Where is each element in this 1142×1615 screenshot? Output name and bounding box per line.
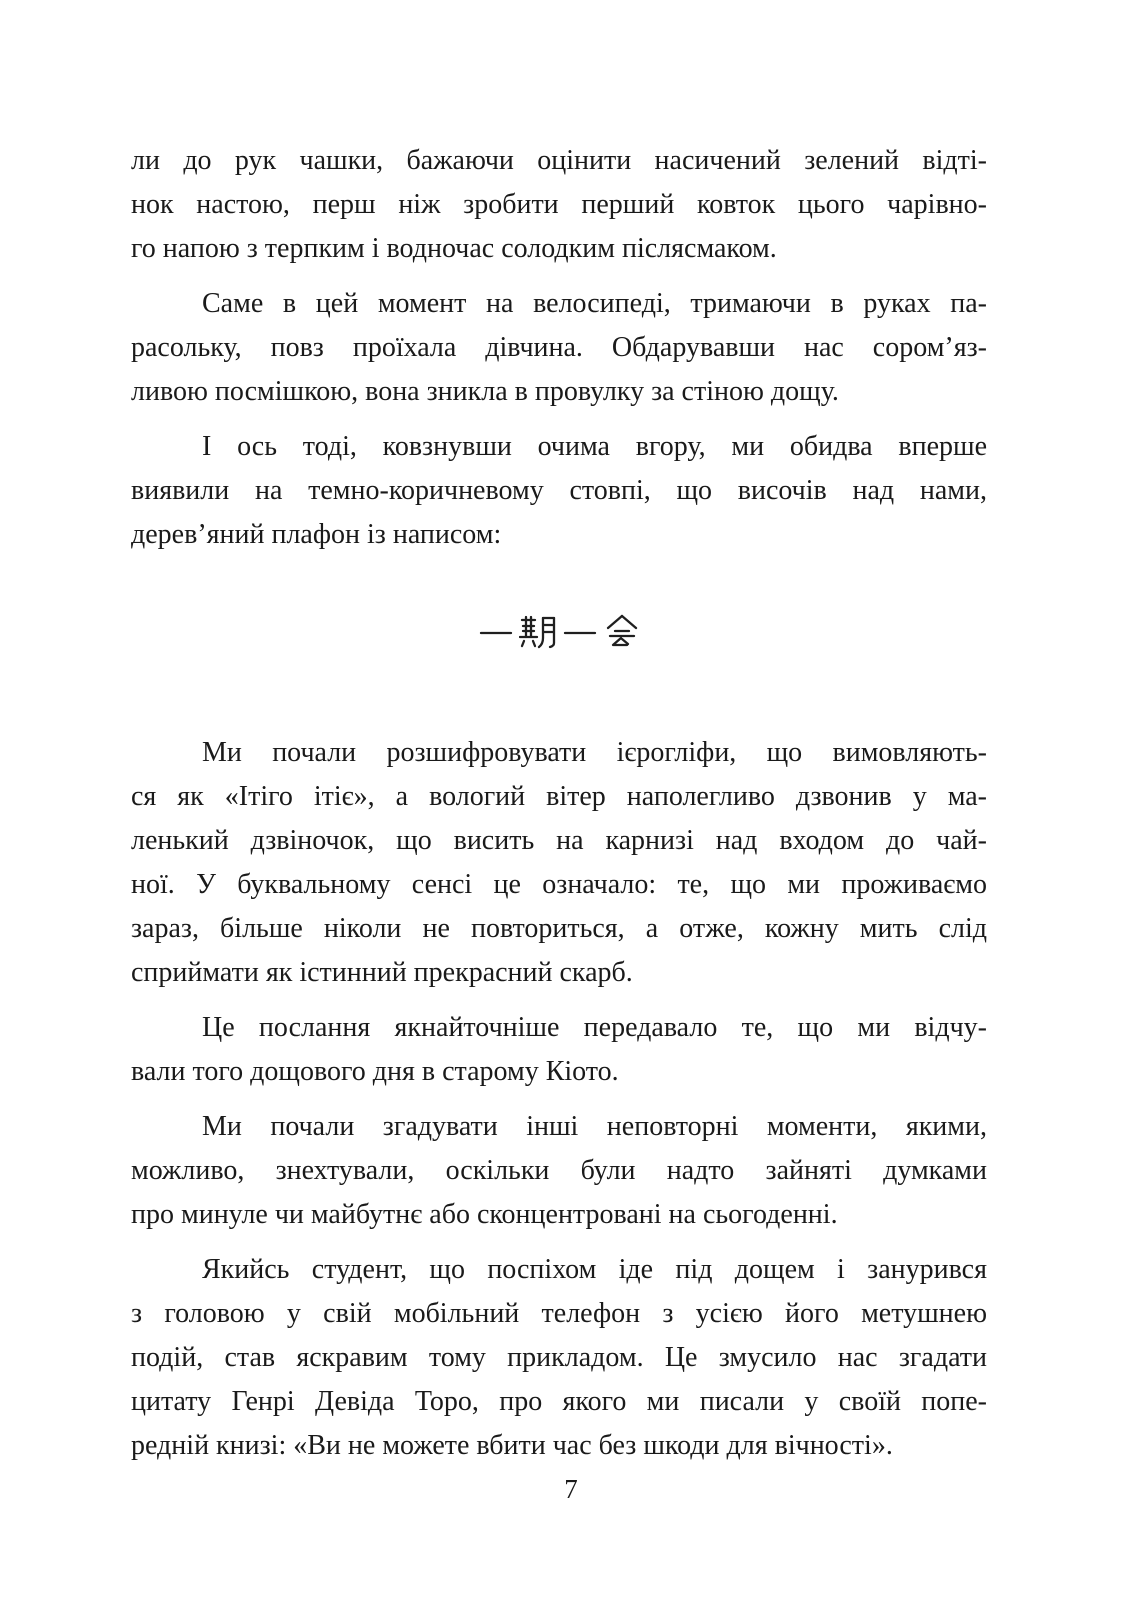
text-line: дерев’яний плафон із написом: bbox=[131, 519, 502, 550]
text-line: зараз, більше ніколи не повториться, а отже, кожну мить слід bbox=[131, 913, 987, 944]
kanji-heading bbox=[131, 610, 987, 654]
text-line: Ми почали розшифровувати ієрогліфи, що вимовляють- bbox=[202, 737, 987, 768]
text-line: Ми почали згадувати інші неповторні моменти, якими, bbox=[202, 1111, 987, 1142]
paragraphs-before-heading bbox=[131, 139, 987, 557]
page-number: 7 bbox=[564, 1474, 578, 1504]
paragraph bbox=[131, 1006, 987, 1094]
paragraphs-after-heading bbox=[131, 731, 987, 1468]
kanji-heading-text bbox=[559, 632, 560, 633]
text-line: сприймати як істинний прекрасний скарб. bbox=[131, 957, 633, 988]
paragraph bbox=[131, 731, 987, 995]
text-line: Це послання якнайточніше передавало те, що ми відчу- bbox=[202, 1012, 987, 1043]
paragraph bbox=[131, 425, 987, 557]
text-line: ливою посмішкою, вона зникла в провулку за стіною дощу. bbox=[131, 376, 839, 407]
text-line: з головою у свій мобільний телефон з усією його метушнею bbox=[131, 1298, 987, 1329]
text-line: редній книзі: «Ви не можете вбити час без шкоди для вічності». bbox=[131, 1430, 893, 1461]
paragraph bbox=[131, 1248, 987, 1468]
kanji-ichi-icon bbox=[561, 613, 599, 651]
text-line: Саме в цей момент на велосипеді, тримаючи в руках па- bbox=[202, 288, 987, 319]
text-line: Якийсь студент, що поспіхом іде під дощем і занурився bbox=[202, 1254, 987, 1285]
text-line: нок настою, перш ніж зробити перший ковток цього чарівно- bbox=[131, 189, 987, 220]
text-line: про минуле чи майбутнє або сконцентровані на сьогоденні. bbox=[131, 1199, 838, 1230]
text-line: подій, став яскравим тому прикладом. Це змусило нас згадати bbox=[131, 1342, 987, 1373]
paragraph bbox=[131, 282, 987, 414]
kanji-ki-icon bbox=[519, 613, 557, 651]
text-line: виявили на темно-коричневому стовпі, що височів над нами, bbox=[131, 475, 987, 506]
text-column bbox=[131, 139, 987, 1479]
text-line: ли до рук чашки, бажаючи оцінити насичений зелений відті- bbox=[131, 145, 987, 176]
paragraph bbox=[131, 139, 987, 271]
text-line: ся як «Ітіго ітіє», а вологий вітер наполегливо дзвонив у ма- bbox=[131, 781, 987, 812]
text-line: можливо, знехтували, оскільки були надто зайняті думками bbox=[131, 1155, 987, 1186]
page-footer bbox=[0, 1472, 1142, 1506]
text-line: ленький дзвіночок, що висить на карнизі над входом до чай- bbox=[131, 825, 987, 856]
text-line: І ось тоді, ковзнувши очима вгору, ми обидва вперше bbox=[202, 431, 987, 462]
text-line: ної. У буквальному сенсі це означало: те, що ми проживаємо bbox=[131, 869, 987, 900]
text-line: го напою з терпким і водночас солодким післясмаком. bbox=[131, 233, 777, 264]
kanji-ichi-icon bbox=[477, 613, 515, 651]
paragraph bbox=[131, 1105, 987, 1237]
text-line: расольку, повз проїхала дівчина. Обдарувавши нас сором’яз- bbox=[131, 332, 987, 363]
text-line: вали того дощового дня в старому Кіото. bbox=[131, 1056, 619, 1087]
text-line: цитату Генрі Девіда Торо, про якого ми писали у своїй попе- bbox=[131, 1386, 987, 1417]
kanji-kai-icon bbox=[603, 613, 641, 651]
